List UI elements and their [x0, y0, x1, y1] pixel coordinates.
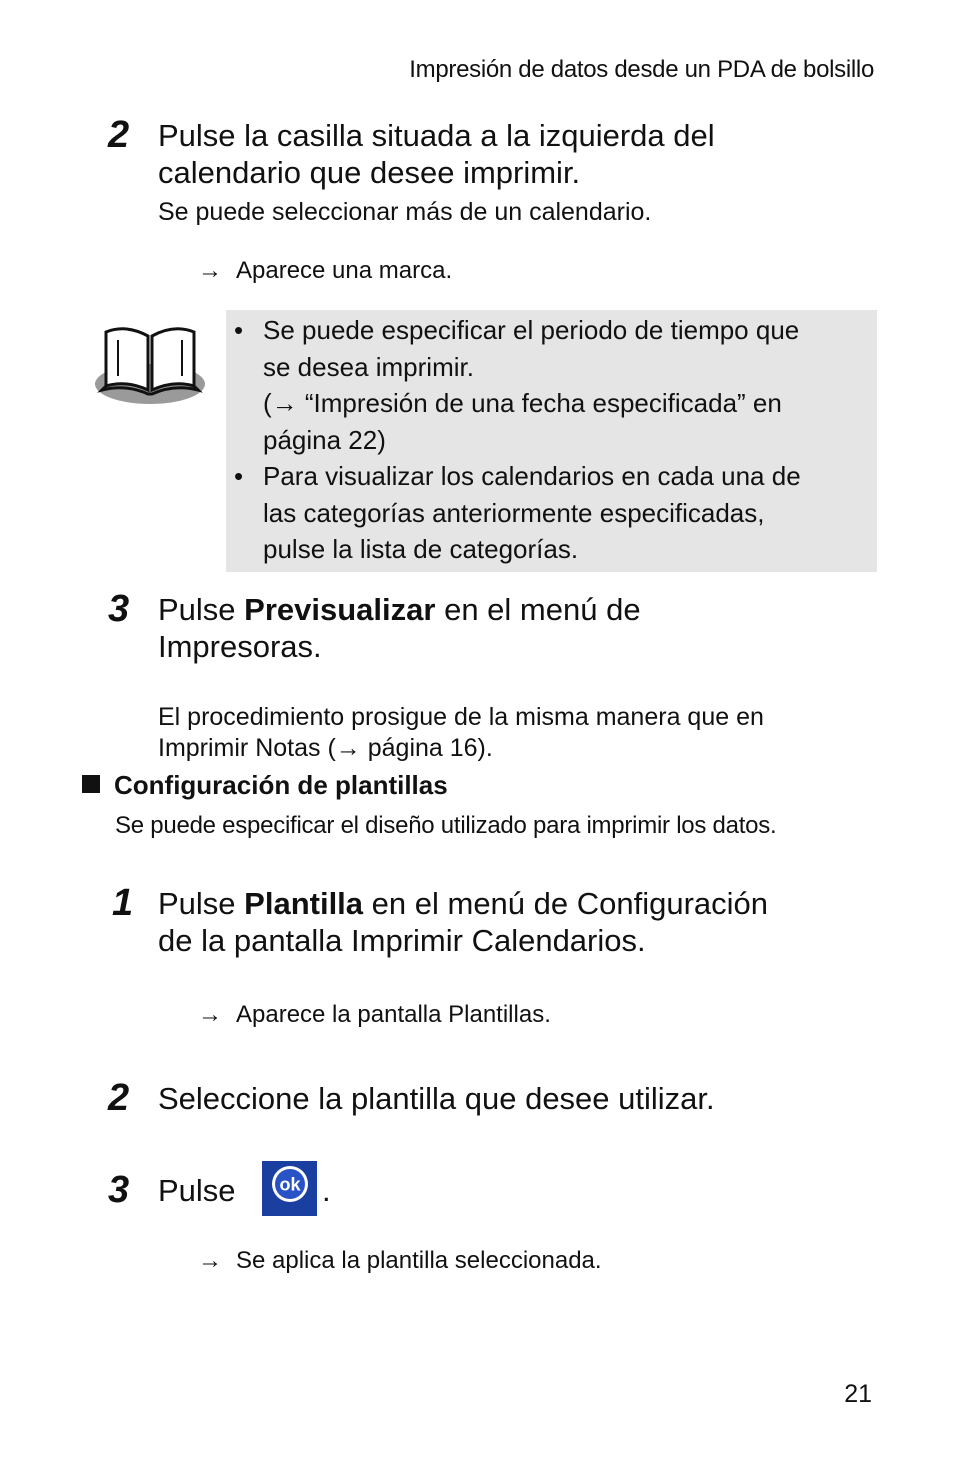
note-line: • Se puede especificar el periodo de tiempo que: [263, 315, 800, 345]
step-number: 2: [108, 1077, 130, 1119]
ok-icon: [262, 1161, 317, 1216]
note-line: se desea imprimir.: [263, 351, 474, 382]
step-heading-line: de la pantalla Imprimir Calendarios.: [158, 923, 646, 958]
note-line: (→ “Impresión de una fecha especificada” en: [263, 388, 782, 418]
note-item: [234, 458, 865, 568]
step-heading-period: .: [322, 1173, 331, 1208]
step-result-text: Se aplica la plantilla seleccionada.: [236, 1247, 602, 1274]
section-intro: Se puede especificar el diseño utilizado para imprimir los datos.: [115, 812, 777, 839]
step-heading-line: Impresoras.: [158, 629, 322, 664]
step-description-line: Imprimir Notas (→ página 16).: [158, 734, 493, 762]
note-line: página 22): [263, 424, 386, 455]
note-line: pulse la lista de categorías.: [263, 534, 579, 564]
running-header: Impresión de datos desde un PDA de bolsillo: [409, 56, 874, 83]
square-bullet-icon: [82, 775, 100, 793]
step-result-text: Aparece la pantalla Plantillas.: [236, 1001, 551, 1028]
arrow-icon: →: [198, 1001, 222, 1028]
menu-item-name: Plantilla: [244, 886, 364, 921]
step-heading-line: calendario que desee imprimir.: [158, 155, 581, 190]
step-heading-line: Pulse Plantilla en el menú de Configuración: [158, 886, 769, 921]
note-line: las categorías anteriormente especificadas,: [263, 497, 765, 528]
ok-button-label: ok: [279, 1174, 301, 1195]
section-heading: Configuración de plantillas: [82, 770, 448, 801]
step-heading: [158, 885, 768, 959]
step-heading: [158, 117, 715, 191]
step-heading: Seleccione la plantilla que desee utilizar.: [158, 1081, 715, 1116]
arrow-icon: →: [198, 257, 222, 284]
step-heading: [158, 591, 641, 665]
step-description-line: El procedimiento prosigue de la misma manera que en: [158, 703, 764, 731]
step-description: [158, 702, 764, 764]
step-result: [198, 1246, 602, 1276]
step-number: 2: [108, 114, 130, 156]
page-number: 21: [844, 1380, 872, 1408]
note-item: [234, 312, 865, 458]
menu-item-name: Previsualizar: [244, 592, 436, 627]
step-number: 1: [112, 882, 134, 924]
step-number: 3: [108, 588, 130, 630]
arrow-icon: →: [198, 1247, 222, 1274]
step-result: [198, 1000, 551, 1030]
step-number: 3: [108, 1169, 130, 1211]
step-heading-line: Pulse Previsualizar en el menú de: [158, 592, 641, 627]
step-heading-line: Pulse la casilla situada a la izquierda del: [158, 118, 715, 153]
note-box: [226, 310, 877, 572]
note-line: • Para visualizar los calendarios en cada una de: [263, 461, 801, 491]
step-result: [198, 256, 452, 286]
step-result-text: Aparece una marca.: [236, 257, 453, 284]
step-heading: Pulse: [158, 1173, 236, 1208]
step-description: Se puede seleccionar más de un calendario.: [158, 198, 652, 226]
book-icon: [92, 318, 208, 408]
ok-button[interactable]: [262, 1161, 317, 1216]
